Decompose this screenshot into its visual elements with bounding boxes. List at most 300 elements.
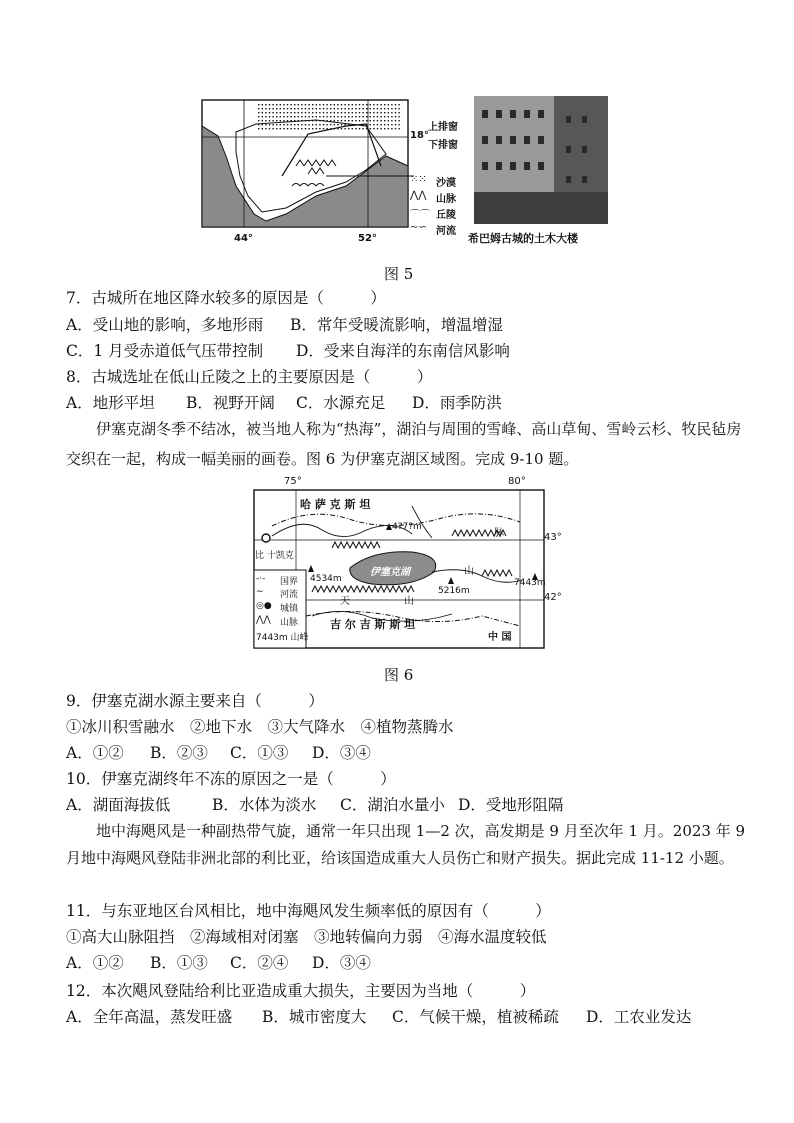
desert-dot xyxy=(305,108,306,109)
desert-dot xyxy=(366,108,367,109)
desert-dot xyxy=(287,124,288,125)
desert-dot xyxy=(265,108,266,109)
desert-dot xyxy=(265,112,266,113)
passage-medicane: 地中海飓风是一种副热带气旋，通常一年只出现 1—2 次，高发期是 9 月至次年 1 月。2023 年 9 月地中海飓风登陆非洲北部的利比亚，给该国造成重大人员伤亡和财产损失。据此完成 11-12 小题。 xyxy=(66,822,746,867)
q12-option-d: D．工农业发达 xyxy=(586,1008,692,1026)
desert-dot xyxy=(323,104,324,105)
mountain-char-4: 山 xyxy=(404,596,414,607)
desert-dot xyxy=(301,112,302,113)
q11-option-a: A．①② xyxy=(66,954,124,972)
desert-dot xyxy=(287,104,288,105)
desert-dot xyxy=(276,104,277,105)
desert-dot xyxy=(355,104,356,105)
figure-5-caption: 图 5 xyxy=(384,265,414,283)
desert-dot xyxy=(316,112,317,113)
desert-dot xyxy=(308,112,309,113)
desert-icon: ⁙⁙ xyxy=(410,174,427,185)
desert-dot xyxy=(290,112,291,113)
desert-dot xyxy=(326,112,327,113)
desert-dot xyxy=(380,112,381,113)
desert-dot xyxy=(269,124,270,125)
desert-dot xyxy=(370,108,371,109)
q7-option-b: B．常年受暖流影响，增温增湿 xyxy=(290,316,503,334)
elevation-2: 4534m xyxy=(310,574,342,584)
desert-dot xyxy=(391,128,392,129)
desert-dot xyxy=(341,124,342,125)
city-icon: ◎● xyxy=(256,601,272,611)
desert-dot xyxy=(388,124,389,125)
desert-dot xyxy=(294,104,295,105)
desert-dot xyxy=(344,104,345,105)
desert-dot xyxy=(341,104,342,105)
mountain-char-1: 脉 xyxy=(494,528,504,539)
desert-dot xyxy=(290,108,291,109)
desert-dot xyxy=(262,116,263,117)
desert-dot xyxy=(341,128,342,129)
figure-6-caption: 图 6 xyxy=(384,666,414,684)
desert-dot xyxy=(370,120,371,121)
shibam-photo xyxy=(474,96,608,224)
desert-dot xyxy=(377,128,378,129)
bishkek-label: 比 十凯克 xyxy=(255,551,294,561)
desert-dot xyxy=(373,120,374,121)
desert-dot xyxy=(388,108,389,109)
q7-option-c: C．1 月受赤道低气压带控制 xyxy=(66,342,264,360)
desert-dot xyxy=(283,120,284,121)
desert-dot xyxy=(316,128,317,129)
desert-dot xyxy=(330,104,331,105)
desert-dot xyxy=(283,116,284,117)
desert-dot xyxy=(334,104,335,105)
desert-dot xyxy=(395,112,396,113)
desert-dot xyxy=(330,116,331,117)
desert-dot xyxy=(348,128,349,129)
upper-window-label: 上排窗 xyxy=(428,122,458,133)
desert-dot xyxy=(305,116,306,117)
desert-dot xyxy=(301,120,302,121)
desert-dot xyxy=(395,108,396,109)
desert-dot xyxy=(280,128,281,129)
desert-dot xyxy=(391,116,392,117)
desert-dot xyxy=(366,120,367,121)
desert-dot xyxy=(301,108,302,109)
lower-window-label: 下排窗 xyxy=(428,140,458,151)
desert-dot xyxy=(280,108,281,109)
desert-dot xyxy=(366,112,367,113)
desert-dot xyxy=(391,120,392,121)
desert-dot xyxy=(326,108,327,109)
desert-dot xyxy=(337,120,338,121)
desert-dot xyxy=(355,112,356,113)
desert-dot xyxy=(290,120,291,121)
desert-dot xyxy=(301,116,302,117)
desert-dot xyxy=(308,128,309,129)
q12-option-a: A．全年高温，蒸发旺盛 xyxy=(66,1008,233,1026)
q12-option-c: C．气候干燥，植被稀疏 xyxy=(392,1008,559,1026)
desert-dot xyxy=(272,120,273,121)
desert-dot xyxy=(323,112,324,113)
kyrgyzstan-label: 吉 尔 吉 斯 斯 坦 xyxy=(330,618,416,631)
figure6-legend: -·- 国界 ∼ 河流 ◎● 城镇 ⋀⋀ 山脉 7443m 山峰 xyxy=(256,574,309,643)
desert-dot xyxy=(370,128,371,129)
desert-dot xyxy=(276,124,277,125)
desert-dot xyxy=(337,124,338,125)
desert-dot xyxy=(373,104,374,105)
desert-dot xyxy=(294,108,295,109)
q9-option-b: B．②③ xyxy=(150,744,208,762)
desert-dot xyxy=(337,104,338,105)
desert-dot xyxy=(388,116,389,117)
desert-dot xyxy=(352,116,353,117)
desert-dot xyxy=(359,120,360,121)
desert-dot xyxy=(272,128,273,129)
desert-dot xyxy=(388,128,389,129)
photo-caption: 希巴姆古城的土木大楼 xyxy=(468,232,578,245)
desert-dot xyxy=(395,104,396,105)
desert-dot xyxy=(280,120,281,121)
desert-dot xyxy=(265,128,266,129)
desert-dot xyxy=(276,128,277,129)
desert-dot xyxy=(384,108,385,109)
desert-dot xyxy=(290,116,291,117)
desert-dot xyxy=(301,124,302,125)
desert-dot xyxy=(373,116,374,117)
desert-dot xyxy=(384,128,385,129)
desert-dot xyxy=(262,112,263,113)
q8-option-c: C．水源充足 xyxy=(296,394,386,412)
mountain-char-3: 天 xyxy=(340,596,350,607)
desert-dot xyxy=(355,120,356,121)
desert-dot xyxy=(344,108,345,109)
desert-dot xyxy=(326,116,327,117)
desert-dot xyxy=(269,120,270,121)
desert-dot xyxy=(380,128,381,129)
desert-dot xyxy=(352,108,353,109)
desert-dot xyxy=(373,108,374,109)
lake-label: 伊塞克湖 xyxy=(370,567,410,578)
desert-dot xyxy=(355,128,356,129)
q11-option-b: B．①③ xyxy=(150,954,208,972)
lon-52-label: 52° xyxy=(358,233,377,244)
desert-dot xyxy=(283,124,284,125)
desert-dot xyxy=(319,120,320,121)
desert-dot xyxy=(388,112,389,113)
desert-dot xyxy=(283,128,284,129)
q8-stem: 8．古城选址在低山丘陵之上的主要原因是（ ） xyxy=(66,368,433,386)
q10-option-b: B．水体为淡水 xyxy=(212,796,317,814)
desert-dot xyxy=(391,104,392,105)
desert-dot xyxy=(272,104,273,105)
desert-dot xyxy=(398,124,399,125)
desert-dot xyxy=(373,112,374,113)
desert-dot xyxy=(388,104,389,105)
desert-dot xyxy=(294,128,295,129)
q12-stem: 12．本次飓风登陆给利比亚造成重大损失，主要因为当地（ ） xyxy=(66,982,536,1000)
desert-dot xyxy=(398,116,399,117)
desert-dot xyxy=(269,128,270,129)
desert-dot xyxy=(287,108,288,109)
desert-dot xyxy=(287,116,288,117)
desert-dot xyxy=(348,108,349,109)
desert-dot xyxy=(305,128,306,129)
desert-dot xyxy=(377,104,378,105)
desert-dot xyxy=(359,108,360,109)
desert-dot xyxy=(305,120,306,121)
desert-dot xyxy=(377,112,378,113)
desert-dot xyxy=(377,124,378,125)
desert-dot xyxy=(398,128,399,129)
desert-dot xyxy=(298,116,299,117)
desert-dot xyxy=(370,116,371,117)
desert-dot xyxy=(280,116,281,117)
desert-dot xyxy=(280,104,281,105)
q7-option-d: D．受来自海洋的东南信风影响 xyxy=(296,342,510,360)
lon-75-label: 75° xyxy=(284,476,302,487)
desert-dot xyxy=(308,116,309,117)
desert-dot xyxy=(298,112,299,113)
desert-dot xyxy=(395,128,396,129)
desert-dot xyxy=(384,124,385,125)
desert-dot xyxy=(341,108,342,109)
desert-dot xyxy=(316,124,317,125)
desert-dot xyxy=(258,120,259,121)
desert-dot xyxy=(305,124,306,125)
desert-dot xyxy=(395,116,396,117)
desert-dot xyxy=(301,104,302,105)
desert-dot xyxy=(337,108,338,109)
desert-dot xyxy=(348,112,349,113)
desert-dot xyxy=(398,120,399,121)
desert-dot xyxy=(362,120,363,121)
q11-choices: ①高大山脉阻挡 ②海域相对闭塞 ③地转偏向力弱 ④海水温度较低 xyxy=(66,928,547,946)
q10-option-a: A．湖面海拔低 xyxy=(66,796,171,814)
desert-dot xyxy=(276,108,277,109)
desert-dot xyxy=(355,116,356,117)
desert-dot xyxy=(362,112,363,113)
desert-dot xyxy=(359,104,360,105)
elevation-4: 7443m xyxy=(514,578,546,588)
lat-43-label: 43° xyxy=(544,532,562,543)
desert-dot xyxy=(272,116,273,117)
desert-dot xyxy=(380,120,381,121)
desert-dot xyxy=(298,108,299,109)
desert-dot xyxy=(362,104,363,105)
desert-dot xyxy=(334,108,335,109)
mountain-range-icon: ⋀⋀ xyxy=(256,615,271,625)
desert-dot xyxy=(391,112,392,113)
lon-80-label: 80° xyxy=(508,476,526,487)
desert-dot xyxy=(395,124,396,125)
desert-dot xyxy=(384,116,385,117)
desert-dot xyxy=(283,104,284,105)
desert-dot xyxy=(298,124,299,125)
desert-dot xyxy=(352,120,353,121)
desert-dot xyxy=(344,120,345,121)
desert-dot xyxy=(370,112,371,113)
desert-dot xyxy=(348,104,349,105)
desert-dot xyxy=(294,120,295,121)
desert-dot xyxy=(377,116,378,117)
desert-dot xyxy=(319,108,320,109)
desert-dot xyxy=(316,116,317,117)
desert-dot xyxy=(326,128,327,129)
desert-dot xyxy=(312,108,313,109)
desert-dot xyxy=(262,124,263,125)
q10-option-d: D．受地形阻隔 xyxy=(458,796,564,814)
desert-dot xyxy=(262,104,263,105)
q9-option-d: D．③④ xyxy=(312,744,371,762)
q7-stem: 7．古城所在地区降水较多的原因是（ ） xyxy=(66,289,386,307)
desert-dot xyxy=(326,120,327,121)
desert-dot xyxy=(294,116,295,117)
q8-option-a: A．地形平坦 xyxy=(66,394,155,412)
desert-dot xyxy=(265,116,266,117)
desert-dot xyxy=(262,128,263,129)
desert-dot xyxy=(305,112,306,113)
desert-dot xyxy=(384,112,385,113)
river-icon: ∼∽ xyxy=(410,222,427,233)
q9-option-c: C．①③ xyxy=(230,744,289,762)
desert-dot xyxy=(359,128,360,129)
desert-dot xyxy=(398,104,399,105)
desert-dot xyxy=(316,108,317,109)
bishkek-city xyxy=(262,534,270,542)
desert-dot xyxy=(326,124,327,125)
desert-dot xyxy=(312,120,313,121)
desert-dot xyxy=(373,124,374,125)
desert-dot xyxy=(308,120,309,121)
desert-dot xyxy=(265,104,266,105)
desert-dot xyxy=(305,104,306,105)
desert-dot xyxy=(290,124,291,125)
desert-dot xyxy=(323,128,324,129)
desert-dot xyxy=(377,120,378,121)
desert-dot xyxy=(334,124,335,125)
desert-dot xyxy=(312,104,313,105)
desert-dot xyxy=(312,116,313,117)
q7-option-a: A．受山地的影响，多地形雨 xyxy=(66,316,264,334)
river-icon: ∼ xyxy=(256,587,264,597)
kazakhstan-label: 哈 萨 克 斯 坦 xyxy=(300,498,371,511)
desert-dot xyxy=(395,120,396,121)
desert-dot xyxy=(384,120,385,121)
desert-dot xyxy=(377,108,378,109)
desert-dot xyxy=(316,120,317,121)
desert-dot xyxy=(380,124,381,125)
desert-dot xyxy=(269,108,270,109)
desert-dot xyxy=(301,128,302,129)
desert-dot xyxy=(330,124,331,125)
desert-dot xyxy=(280,124,281,125)
desert-dot xyxy=(294,112,295,113)
desert-dot xyxy=(398,112,399,113)
desert-dot xyxy=(341,116,342,117)
desert-dot xyxy=(290,128,291,129)
desert-dot xyxy=(362,108,363,109)
desert-dot xyxy=(391,108,392,109)
desert-dot xyxy=(262,120,263,121)
desert-dot xyxy=(272,124,273,125)
desert-dot xyxy=(283,108,284,109)
hill-icon: ⌒⌒ xyxy=(410,210,430,221)
desert-dot xyxy=(319,104,320,105)
desert-dot xyxy=(258,124,259,125)
desert-dot xyxy=(352,112,353,113)
desert-dot xyxy=(287,120,288,121)
desert-dot xyxy=(366,104,367,105)
desert-dot xyxy=(337,116,338,117)
desert-dot xyxy=(323,120,324,121)
figure-5: 18° 44° 52° 上排窗 下排窗 ⁙⁙ 沙漠 ⋀⋀ 山脉 ⌒⌒ 丘陵 ∼∽ 河流 希巴姆古城的土木大楼 xyxy=(196,96,616,256)
mountain-icon: ⋀⋀ xyxy=(410,190,427,201)
desert-dot xyxy=(280,112,281,113)
desert-dot xyxy=(258,108,259,109)
desert-dot xyxy=(258,104,259,105)
china-label: 中 国 xyxy=(488,632,512,643)
elevation-1: 4?7?m xyxy=(392,522,422,532)
desert-dot xyxy=(334,120,335,121)
q8-option-b: B．视野开阔 xyxy=(186,394,275,412)
desert-dot xyxy=(265,120,266,121)
q11-option-c: C．②④ xyxy=(230,954,289,972)
desert-dot xyxy=(330,108,331,109)
desert-dot xyxy=(272,108,273,109)
desert-dot xyxy=(370,124,371,125)
desert-dot xyxy=(319,116,320,117)
elevation-3: 5216m xyxy=(438,586,470,596)
q9-choices: ①冰川积雪融水 ②地下水 ③大气降水 ④植物蒸腾水 xyxy=(66,718,454,736)
desert-dot xyxy=(352,104,353,105)
desert-dot xyxy=(366,116,367,117)
desert-dot xyxy=(308,104,309,105)
desert-dot xyxy=(380,104,381,105)
desert-dot xyxy=(348,120,349,121)
desert-dot xyxy=(298,104,299,105)
desert-dot xyxy=(341,112,342,113)
desert-dot xyxy=(334,112,335,113)
desert-dot xyxy=(258,112,259,113)
desert-dot xyxy=(287,128,288,129)
lat-18-label: 18° xyxy=(410,130,429,141)
desert-dot xyxy=(384,104,385,105)
desert-dot xyxy=(262,108,263,109)
yemen-map xyxy=(196,96,416,231)
q12-option-b: B．城市密度大 xyxy=(262,1008,367,1026)
desert-dot xyxy=(326,104,327,105)
desert-dot xyxy=(323,116,324,117)
q9-stem: 9．伊塞克湖水源主要来自（ ） xyxy=(66,692,324,710)
desert-dot xyxy=(308,124,309,125)
mountain-char-2: 山 xyxy=(464,566,474,577)
q9-option-a: A．①② xyxy=(66,744,124,762)
desert-dot xyxy=(276,112,277,113)
desert-dot xyxy=(388,120,389,121)
desert-dot xyxy=(348,116,349,117)
q11-option-d: D．③④ xyxy=(312,954,371,972)
desert-dot xyxy=(355,108,356,109)
desert-dot xyxy=(359,112,360,113)
desert-dot xyxy=(258,128,259,129)
desert-dot xyxy=(373,128,374,129)
desert-dot xyxy=(337,112,338,113)
desert-dot xyxy=(294,124,295,125)
figure-6 xyxy=(252,476,562,654)
desert-dot xyxy=(319,112,320,113)
q10-option-c: C．湖泊水量小 xyxy=(340,796,445,814)
desert-dot xyxy=(352,128,353,129)
desert-dot xyxy=(265,124,266,125)
desert-dot xyxy=(323,108,324,109)
